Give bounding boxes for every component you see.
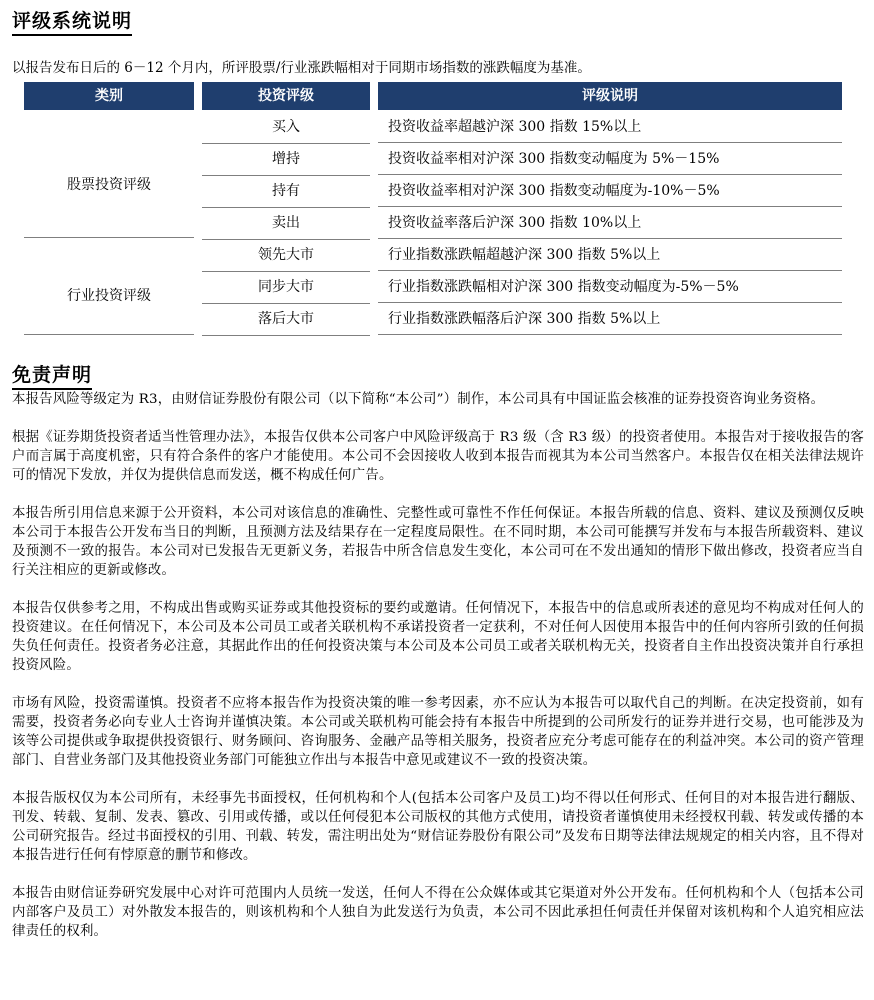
rating-desc: 投资收益率相对沪深 300 指数变动幅度为 5%－15% bbox=[378, 144, 842, 175]
disclaimer-paragraph: 本报告所引用信息来源于公开资料，本公司对该信息的准确性、完整性或可靠性不作任何保证。本报告所载的信息、资料、建议及预测仅反映本公司于本报告公开发布当日的判断，且预测方法及结果存在一定程度局限性。在不同时期，本公司可能撰写并发布与本报告所载资料、建议及预测不一致的报告。本公司对已发报告无更新义务，若报告中所含信息发生变化，本公司可在不发出通知的情形下做出修改，投资者应当自行关注相应的更新或修改。 bbox=[12, 506, 864, 578]
table-row bbox=[24, 208, 842, 239]
disclaimer-paragraph: 本报告由财信证券研究发展中心对许可范围内人员统一发送，任何人不得在公众媒体或其它渠道对外公开发布。任何机构和个人（包括本公司内部客户及员工）对外散发本报告的，则该机构和个人独自为此发送行为负责，本公司不因此承担任何责任并保留对该机构和个人追究相应法律责任的权利。 bbox=[12, 886, 864, 939]
disclaimer-paragraph: 本报告版权仅为本公司所有，未经事先书面授权，任何机构和个人(包括本公司客户及员工)均不得以任何形式、任何目的对本报告进行翻版、刊发、转载、复制、发表、篡改、引用或传播，或以任何侵犯本公司版权的其他方式使用，请投资者谨慎使用未经授权刊载、转发或传播的本公司研究报告。经过书面授权的引用、刊载、转发，需注明出处为“财信证券股份有限公司”及发布日期等法律法规规定的相关内容，且不得对本报告进行任何有悖原意的删节和修改。 bbox=[12, 791, 864, 863]
table-row bbox=[24, 304, 842, 335]
rating-desc: 行业指数涨跌幅落后沪深 300 指数 5%以上 bbox=[378, 304, 842, 335]
table-row bbox=[24, 272, 842, 303]
rating-desc: 投资收益率落后沪深 300 指数 10%以上 bbox=[378, 208, 842, 239]
rating-desc: 行业指数涨跌幅超越沪深 300 指数 5%以上 bbox=[378, 240, 842, 271]
rating-level: 同步大市 bbox=[202, 272, 370, 304]
rating-desc: 投资收益率相对沪深 300 指数变动幅度为-10%－5% bbox=[378, 176, 842, 207]
rating-level: 落后大市 bbox=[202, 304, 370, 336]
disclaimer-title: 免责声明 bbox=[12, 362, 92, 390]
rating-intro: 以报告发布日后的 6－12 个月内，所评股票/行业涨跌幅相对于同期市场指数的涨跌幅度为基准。 bbox=[12, 60, 591, 76]
rating-level: 增持 bbox=[202, 144, 370, 176]
disclaimer-section bbox=[12, 362, 864, 960]
table-row bbox=[24, 176, 842, 207]
header-category: 类别 bbox=[24, 82, 194, 110]
header-desc: 评级说明 bbox=[378, 82, 842, 110]
table-row bbox=[24, 112, 842, 143]
header-level: 投资评级 bbox=[202, 82, 370, 110]
stock-category: 股票投资评级 bbox=[67, 177, 151, 193]
disclaimer-paragraph: 根据《证券期货投资者适当性管理办法》，本报告仅供本公司客户中风险评级高于 R3 级（含 R3 级）的投资者使用。本报告对于接收报告的客户而言属于高度机密，只有符合条件的客户才能使用。本公司不会因接收人收到本报告而视其为本公司当然客户。本报告仅在相关法律法规许可的情况下发放，并仅为提供信息而发送，概不构成任何广告。 bbox=[12, 430, 864, 483]
rating-title: 评级系统说明 bbox=[12, 8, 132, 36]
disclaimer-paragraph: 本报告风险等级定为 R3，由财信证券股份有限公司（以下简称“本公司”）制作，本公司具有中国证监会核准的证券投资咨询业务资格。 bbox=[12, 392, 825, 407]
rating-level: 买入 bbox=[202, 112, 370, 144]
disclaimer-paragraph: 市场有风险，投资需谨慎。投资者不应将本报告作为投资决策的唯一参考因素，亦不应认为本报告可以取代自己的判断。在决定投资前，如有需要，投资者务必向专业人士咨询并谨慎决策。本公司或关联机构可能会持有本报告中所提到的公司所发行的证券并进行交易，也可能涉及为该等公司提供或争取提供投资银行、财务顾问、咨询服务、金融产品等相关服务，投资者应充分考虑可能存在的利益冲突。本公司的资产管理部门、自营业务部门及其他投资业务部门可能独立作出与本报告中意见或建议不一致的投资决策。 bbox=[12, 696, 864, 768]
rating-level: 持有 bbox=[202, 176, 370, 208]
rating-level: 领先大市 bbox=[202, 240, 370, 272]
disclaimer-paragraph: 本报告仅供参考之用，不构成出售或购买证券或其他投资标的要约或邀请。任何情况下，本报告中的信息或所表述的意见均不构成对任何人的投资建议。在任何情况下，本公司及本公司员工或者关联机构不承诺投资者一定获利，不对任何人因使用本报告中的任何内容所引致的任何损失负任何责任。投资者务必注意，其据此作出的任何投资决策与本公司及本公司员工或者关联机构无关，投资者自主作出投资决策并自行承担投资风险。 bbox=[12, 601, 864, 673]
table-row bbox=[24, 240, 842, 271]
rating-section bbox=[12, 8, 864, 78]
table-row bbox=[24, 144, 842, 175]
rating-level: 卖出 bbox=[202, 208, 370, 240]
industry-category: 行业投资评级 bbox=[67, 288, 151, 304]
rating-desc: 行业指数涨跌幅相对沪深 300 指数变动幅度为-5%－5% bbox=[378, 272, 842, 303]
rating-desc: 投资收益率超越沪深 300 指数 15%以上 bbox=[378, 112, 842, 143]
